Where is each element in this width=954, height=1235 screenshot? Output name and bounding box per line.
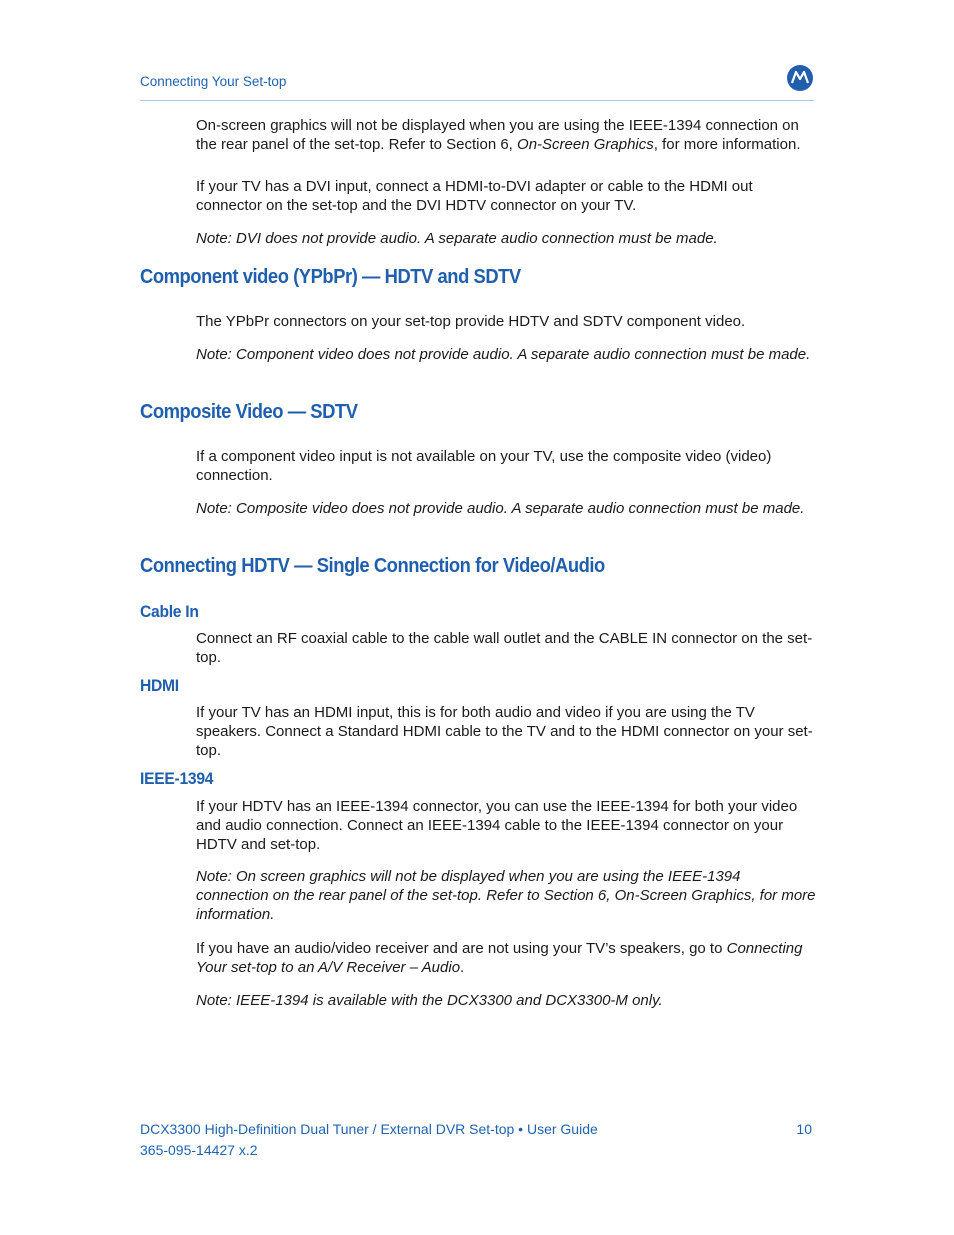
footer-doc-number: 365-095-14427 x.2 <box>140 1142 258 1158</box>
hdmi-heading: HDMI <box>140 676 179 695</box>
av-receiver-paragraph: If you have an audio/video receiver and are not using your TV’s speakers, go to Connecting Your set-top to an A/V Receiver – Audio. <box>196 940 803 976</box>
ieee1394-paragraph: If your HDTV has an IEEE-1394 connector, you can use the IEEE-1394 for both your video and audio connection. Connect an IEEE-1394 cable to the IEEE-1394 connector on your HDTV and set-top. <box>196 798 798 853</box>
hdmi-paragraph: If your TV has an HDMI input, this is for both audio and video if you are using the TV speakers. Connect a Standard HDMI cable to the TV and to the HDMI connector on your set-top. <box>196 704 813 759</box>
composite-video-note: Note: Composite video does not provide audio. A separate audio connection must be made. <box>196 500 805 517</box>
ieee1394-availability-note: Note: IEEE-1394 is available with the DCX3300 and DCX3300-M only. <box>196 992 663 1009</box>
page-number: 10 <box>796 1121 812 1137</box>
cable-in-heading: Cable In <box>140 602 199 621</box>
composite-video-paragraph: If a component video input is not available on your TV, use the composite video (video) connection. <box>196 448 772 484</box>
hdtv-single-connection-heading: Connecting HDTV — Single Connection for Video/Audio <box>140 555 605 577</box>
composite-video-heading: Composite Video — SDTV <box>140 401 358 423</box>
intro-paragraph-2: If your TV has a DVI input, connect a HDMI-to-DVI adapter or cable to the HDMI out connector on the set-top and the DVI HDTV connector on your TV. <box>196 178 753 214</box>
component-video-note: Note: Component video does not provide audio. A separate audio connection must be made. <box>196 346 811 363</box>
footer-title: DCX3300 High-Definition Dual Tuner / External DVR Set-top • User Guide <box>140 1121 598 1137</box>
motorola-logo-icon <box>787 65 813 91</box>
ieee1394-note-graphics: Note: On screen graphics will not be displayed when you are using the IEEE-1394 connection on the rear panel of the set-top. Refer to Section 6, On-Screen Graphics, for more information. <box>196 868 816 923</box>
ieee1394-heading: IEEE-1394 <box>140 769 214 788</box>
header-divider <box>140 100 814 101</box>
intro-paragraph-1: On-screen graphics will not be displayed when you are using the IEEE-1394 connection on the rear panel of the set-top. Refer to Section 6, On-Screen Graphics, for more information. <box>196 117 801 153</box>
section-reference: On-Screen Graphics <box>517 136 654 153</box>
dvi-note: Note: DVI does not provide audio. A separate audio connection must be made. <box>196 230 718 247</box>
av-receiver-reference: Connecting Your set-top to an A/V Receiver – Audio <box>196 940 803 976</box>
cable-in-paragraph: Connect an RF coaxial cable to the cable wall outlet and the CABLE IN connector on the set-top. <box>196 630 813 666</box>
running-header: Connecting Your Set-top <box>140 74 287 89</box>
component-video-heading: Component video (YPbPr) — HDTV and SDTV <box>140 266 521 288</box>
component-video-paragraph: The YPbPr connectors on your set-top provide HDTV and SDTV component video. <box>196 313 746 330</box>
